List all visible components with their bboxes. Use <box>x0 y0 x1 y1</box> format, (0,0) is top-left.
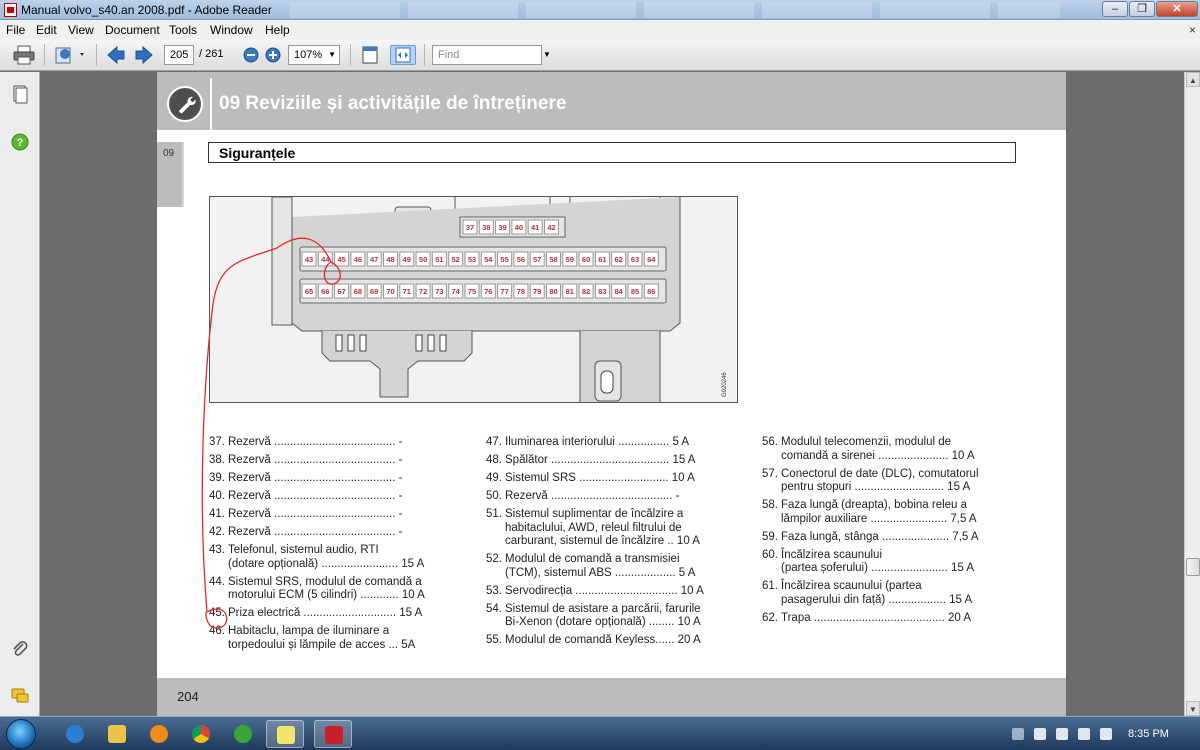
page-number-input[interactable]: 205 <box>164 45 194 65</box>
fuse-number-label: 56 <box>516 255 526 264</box>
internet-explorer-icon <box>66 725 84 743</box>
fuse-number-label: 78 <box>516 287 526 296</box>
folder-icon <box>108 725 126 743</box>
chapter-title: 09 Reviziile și activitățile de întreținere <box>219 93 567 114</box>
fuse-entry-text: pentru stopuri ............................ 15 A <box>781 481 971 493</box>
menu-file[interactable]: File <box>6 23 26 37</box>
notes-icon <box>277 726 295 744</box>
fuse-entry-number: 48. <box>486 454 502 466</box>
zoom-select[interactable] <box>288 45 340 65</box>
start-button[interactable] <box>6 719 36 749</box>
fuse-number-label: 68 <box>353 287 363 296</box>
fuse-entry-number: 56. <box>762 436 778 448</box>
section-title: Siguranțele <box>219 145 296 161</box>
tray-show-hidden-icon[interactable] <box>1012 728 1024 740</box>
fuse-number-label: 42 <box>547 223 556 232</box>
taskbar-sticky-notes[interactable] <box>266 720 304 748</box>
fuse-entry-number: 37. <box>209 436 225 448</box>
document-close-icon[interactable]: × <box>1188 23 1196 37</box>
pages-panel-icon[interactable] <box>10 84 30 104</box>
fuse-number-label: 85 <box>630 287 640 296</box>
next-page-icon[interactable] <box>134 45 154 65</box>
tray-flag-icon[interactable] <box>1034 728 1046 740</box>
toolbar-separator <box>44 44 45 66</box>
toolbar-separator <box>350 44 351 66</box>
fuse-number-label: 45 <box>337 255 346 264</box>
fuse-entry-number: 57. <box>762 467 778 480</box>
background-windows <box>290 2 1060 18</box>
chapter-side-tab-label: 09 <box>163 148 175 159</box>
fuse-entry-number: 44. <box>209 575 225 588</box>
fuse-number-label: 61 <box>598 255 607 264</box>
fuse-entry-text: (dotare opțională) ........................ 15 A <box>228 557 425 570</box>
attachments-icon[interactable] <box>10 640 30 660</box>
fuse-entry-text: Trapa ......................................... 20 A <box>781 611 972 624</box>
fuse-number-label: 76 <box>484 287 493 296</box>
chevron-down-icon: ▼ <box>328 50 336 59</box>
restore-button[interactable]: ❐ <box>1129 1 1155 17</box>
menu-edit[interactable]: Edit <box>36 23 57 37</box>
fuse-entry-number: 39. <box>209 472 225 484</box>
fuse-number-label: 62 <box>614 255 623 264</box>
fuse-number-label: 82 <box>581 287 591 296</box>
fuse-entry-text: Faza lungă, stânga ..................... 7,5 A <box>781 530 979 543</box>
fuse-entry-number: 61. <box>762 580 778 592</box>
taskbar-chrome[interactable] <box>182 720 220 748</box>
menu-window[interactable]: Window <box>210 23 253 37</box>
fuse-entry-text: Servodirecția ................................ 10 A <box>505 584 704 597</box>
fuse-entry-number: 53. <box>486 584 502 597</box>
fuse-entry-text: Modulul telecomenzii, modulul de <box>781 436 952 448</box>
minimize-button[interactable]: – <box>1102 1 1128 17</box>
fuse-entry-number: 41. <box>209 508 225 520</box>
fuse-number-label: 40 <box>514 223 524 232</box>
fuse-entry-number: 60. <box>762 548 778 561</box>
fuse-entry-text: (partea șoferului) ........................ 15 A <box>781 562 975 574</box>
scroll-down-icon[interactable]: ▼ <box>1186 701 1200 716</box>
menu-view[interactable]: View <box>68 23 94 37</box>
title-bar <box>0 0 1200 20</box>
window-title: Manual volvo_s40.an 2008.pdf - Adobe Reader <box>21 3 272 17</box>
fuse-entry-text: Modulul de comandă Keyless...... 20 A <box>505 634 701 646</box>
fuse-entry-number: 59. <box>762 530 778 543</box>
share-icon[interactable] <box>54 45 88 65</box>
fuse-entry-text: Rezervă ...................................... - <box>228 526 403 538</box>
fuse-number-label: 48 <box>386 255 395 264</box>
fuse-number-label: 71 <box>402 287 411 296</box>
fuse-entry-text: torpedoului și lămpile de acces ... 5A <box>228 638 416 651</box>
fit-page-icon[interactable] <box>360 45 380 65</box>
comments-icon[interactable] <box>10 686 30 706</box>
taskbar-explorer[interactable] <box>98 720 136 748</box>
annotation-line <box>202 238 331 612</box>
fuse-entry-text: Sistemul suplimentar de încălzire a <box>505 508 684 520</box>
fuse-entry-number: 55. <box>486 634 502 646</box>
toolbar <box>0 39 1200 71</box>
fuse-number-label: 84 <box>614 287 623 296</box>
tray-power-icon[interactable] <box>1056 728 1068 740</box>
chrome-icon <box>192 725 210 743</box>
fuse-number-label: 60 <box>581 255 591 264</box>
find-input[interactable]: Find <box>432 45 542 65</box>
utorrent-icon <box>234 725 252 743</box>
fuse-number-label: 46 <box>353 255 363 264</box>
previous-page-icon[interactable] <box>106 45 126 65</box>
fuse-number-label: 77 <box>500 287 509 296</box>
taskbar-media-player[interactable] <box>140 720 178 748</box>
fuse-number-label: 65 <box>304 287 314 296</box>
fuse-entry-text: (TCM), sistemul ABS ................... 5 A <box>505 566 696 579</box>
fuse-number-label: 53 <box>467 255 477 264</box>
fuse-number-label: 83 <box>598 287 607 296</box>
svg-text:?: ? <box>16 137 24 149</box>
fuse-number-label: 47 <box>370 255 379 264</box>
fuse-entry-text: Rezervă ...................................... - <box>228 472 403 484</box>
fuse-entry-number: 51. <box>486 508 502 520</box>
annotation-circle-list <box>206 609 227 628</box>
fuse-number-label: 58 <box>549 255 558 264</box>
vertical-scrollbar[interactable] <box>1184 72 1200 716</box>
help-icon[interactable] <box>10 132 30 152</box>
fuse-entry-text: Modulul de comandă a transmisiei <box>505 553 680 565</box>
fuse-entry-text: comandă a sirenei ...................... 10 A <box>781 449 975 462</box>
fuse-entry-number: 54. <box>486 602 502 615</box>
clock[interactable]: 8:35 PM <box>1128 728 1169 740</box>
fuse-entry-number: 46. <box>209 625 225 637</box>
close-button[interactable]: ✕ <box>1156 1 1198 17</box>
fuse-number-label: 37 <box>465 223 475 232</box>
fuse-number-label: 74 <box>451 287 460 296</box>
fuse-number-label: 38 <box>482 223 491 232</box>
fuse-entry-text: Încălzirea scaunului (partea <box>781 580 922 592</box>
fuse-entry-text: Sistemul de asistare a parcării, farurile <box>505 602 701 615</box>
fuse-entry-text: Rezervă ...................................... - <box>228 508 403 520</box>
menu-help[interactable]: Help <box>265 23 290 37</box>
fuse-entry-text: Iluminarea interiorului ................ 5 A <box>505 436 690 448</box>
menu-document[interactable]: Document <box>105 23 160 37</box>
fuse-number-label: 75 <box>467 287 477 296</box>
fuse-number-label: 86 <box>647 287 656 296</box>
fuse-number-label: 51 <box>435 255 444 264</box>
fuse-entry-number: 58. <box>762 499 778 511</box>
fuse-number-label: 55 <box>500 255 509 264</box>
fuse-entry-number: 47. <box>486 436 502 448</box>
fuse-number-label: 70 <box>386 287 395 296</box>
adobe-reader-icon <box>325 726 343 744</box>
fuse-number-label: 50 <box>418 255 428 264</box>
tray-network-icon[interactable] <box>1078 728 1090 740</box>
fuse-entry-number: 50. <box>486 490 502 502</box>
fuse-number-label: 69 <box>370 287 379 296</box>
fuse-entry-text: Telefonul, sistemul audio, RTI <box>228 544 379 556</box>
page-total: / 261 <box>199 48 224 60</box>
annotation-circle-diagram <box>324 262 340 284</box>
fuse-number-label: 52 <box>451 255 460 264</box>
fuse-entry-text: motorului ECM (5 cilindri) ............ 10 A <box>228 589 425 601</box>
zoom-value: 107% <box>294 49 323 61</box>
fit-width-icon <box>395 47 411 63</box>
fuse-entry-text: Rezervă ...................................... - <box>228 490 403 502</box>
fuse-entry-text: Sistemul SRS ............................ 10 A <box>505 472 695 484</box>
fuse-number-label: 39 <box>498 223 507 232</box>
fuse-entry-text: Bi-Xenon (dotare opțională) ........ 10 A <box>505 616 701 628</box>
fuse-entry-text: Conectorul de date (DLC), comutatorul <box>781 467 979 480</box>
fuse-number-label: 73 <box>435 287 444 296</box>
taskbar-utorrent[interactable] <box>224 720 262 748</box>
fuse-entry-text: lămpilor auxiliare ........................ 7,5 A <box>781 512 977 525</box>
menu-tools[interactable]: Tools <box>169 23 198 37</box>
fuse-number-label: 80 <box>549 287 558 296</box>
toolbar-separator <box>424 44 425 66</box>
image-code: G020246 <box>722 372 728 397</box>
tray-volume-icon[interactable] <box>1100 728 1112 740</box>
fit-width-button[interactable] <box>390 45 416 65</box>
fuse-entry-text: carburant, sistemul de încălzire .. 10 A <box>505 535 700 547</box>
taskbar-adobe-reader[interactable] <box>314 720 352 748</box>
fuse-number-label: 54 <box>484 255 493 264</box>
zoom-in-icon[interactable] <box>264 45 282 65</box>
adobe-reader-icon <box>4 3 17 17</box>
fuse-number-label: 64 <box>647 255 656 264</box>
menu-bar <box>0 20 1200 39</box>
zoom-out-icon[interactable] <box>242 45 260 65</box>
fuse-entry-number: 43. <box>209 544 225 556</box>
fuse-number-label: 72 <box>418 287 428 296</box>
print-icon[interactable] <box>12 45 36 65</box>
fuse-entry-number: 49. <box>486 472 502 484</box>
fuse-number-label: 67 <box>337 287 346 296</box>
fuse-entry-text: pasagerului din față) .................. 15 A <box>781 593 973 606</box>
fuse-entry-text: Rezervă ...................................... - <box>228 454 403 466</box>
fuse-entry-number: 40. <box>209 490 225 502</box>
fuse-number-label: 63 <box>630 255 640 264</box>
fuse-entry-number: 42. <box>209 526 225 538</box>
fuse-number-label: 66 <box>321 287 330 296</box>
fuse-entry-text: Spălător ..................................... 15 A <box>505 454 696 466</box>
find-options-icon[interactable]: ▼ <box>543 50 551 59</box>
fuse-entry-text: Habitaclu, lampa de iluminare a <box>228 625 390 637</box>
fuse-number-label: 57 <box>533 255 542 264</box>
page-number: 204 <box>177 689 199 704</box>
fuse-entry-number: 38. <box>209 454 225 466</box>
fuse-entry-text: Sistemul SRS, modulul de comandă a <box>228 575 422 588</box>
fuse-number-label: 59 <box>565 255 574 264</box>
fuse-entry-text: Faza lungă (dreapta), bobina releu a <box>781 499 968 511</box>
toolbar-separator <box>96 44 97 66</box>
fuse-number-label: 81 <box>565 287 574 296</box>
media-player-icon <box>150 725 168 743</box>
fuse-entry-number: 52. <box>486 553 502 565</box>
fuse-entry-text: Încălzirea scaunului <box>781 548 883 561</box>
fuse-number-label: 44 <box>321 255 330 264</box>
fuse-number-label: 41 <box>531 223 540 232</box>
fuse-number-label: 79 <box>533 287 542 296</box>
fuse-number-label: 49 <box>402 255 411 264</box>
scroll-up-icon[interactable]: ▲ <box>1186 72 1200 87</box>
fuse-number-label: 43 <box>304 255 314 264</box>
fuse-entry-text: Priza electrică ............................. 15 A <box>228 607 423 619</box>
navigation-pane <box>0 72 40 716</box>
fuse-entry-number: 45. <box>209 607 225 619</box>
taskbar <box>0 716 1200 750</box>
fuse-entry-text: Rezervă ...................................... - <box>228 436 403 448</box>
fuse-entry-number: 62. <box>762 611 778 624</box>
ink-annotation <box>157 72 1066 716</box>
fuse-entry-text: habitaclului, AWD, releul filtrului de <box>505 521 682 534</box>
scroll-thumb[interactable] <box>1186 558 1200 576</box>
taskbar-internet-explorer[interactable] <box>56 720 94 748</box>
fuse-entry-text: Rezervă ...................................... - <box>505 490 680 502</box>
